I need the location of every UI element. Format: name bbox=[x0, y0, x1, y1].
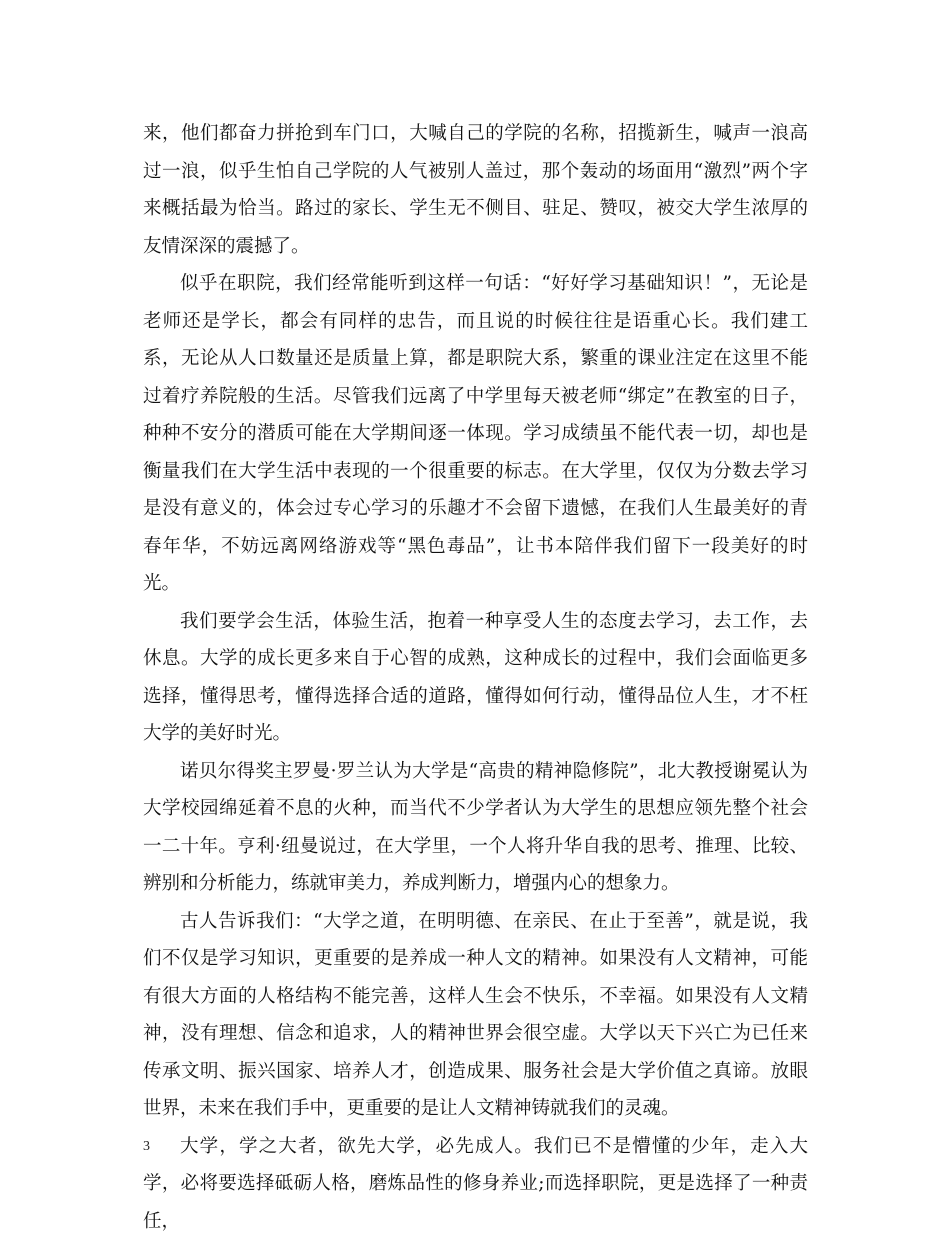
paragraph-1: 来，他们都奋力拼抢到车门口，大喊自己的学院的名称，招揽新生，喊声一浪高过一浪，似乎生怕自己学院的人气被别人盖过，那个轰动的场面用“激烈”两个字来概括最为恰当。路过的家长、学生无不侧目、驻足、赞叹，被交大学生浓厚的友情深深的震撼了。 bbox=[143, 115, 808, 265]
body-text bbox=[143, 115, 808, 1240]
paragraph-3: 我们要学会生活，体验生活，抱着一种享受人生的态度去学习，去工作，去休息。大学的成长更多来自于心智的成熟，这种成长的过程中，我们会面临更多选择，懂得思考，懂得选择合适的道路，懂得如何行动，懂得品位人生，才不枉大学的美好时光。 bbox=[143, 603, 808, 753]
paragraph-4: 诺贝尔得奖主罗曼·罗兰认为大学是“高贵的精神隐修院”，北大教授谢冕认为大学校园绵延着不息的火种，而当代不少学者认为大学生的思想应领先整个社会一二十年。亨利·纽曼说过，在大学里，一个人将升华自我的思考、推理、比较、辨别和分析能力，练就审美力，养成判断力，增强内心的想象力。 bbox=[143, 753, 808, 903]
page-number: 3 bbox=[143, 1139, 150, 1155]
paragraph-6: 大学，学之大者，欲先大学，必先成人。我们已不是懵懂的少年，走入大学，必将要选择砥砺人格，磨炼品性的修身养业;而选择职院，更是选择了一种责任， bbox=[143, 1128, 808, 1240]
paragraph-5: 古人告诉我们：“大学之道，在明明德、在亲民、在止于至善”，就是说，我们不仅是学习知识，更重要的是养成一种人文的精神。如果没有人文精神，可能有很大方面的人格结构不能完善，这样人生会不快乐，不幸福。如果没有人文精神，没有理想、信念和追求，人的精神世界会很空虚。大学以天下兴亡为已任来传承文明、振兴国家、培养人才，创造成果、服务社会是大学价值之真谛。放眼世界，未来在我们手中，更重要的是让人文精神铸就我们的灵魂。 bbox=[143, 903, 808, 1128]
paragraph-2: 似乎在职院，我们经常能听到这样一句话：“好好学习基础知识！”，无论是老师还是学长，都会有同样的忠告，而且说的时候往往是语重心长。我们建工系，无论从人口数量还是质量上算，都是职院大系，繁重的课业注定在这里不能过着疗养院般的生活。尽管我们远离了中学里每天被老师“绑定”在教室的日子，种种不安分的潜质可能在大学期间逐一体现。学习成绩虽不能代表一切，却也是衡量我们在大学生活中表现的一个很重要的标志。在大学里，仅仅为分数去学习是没有意义的，体会过专心学习的乐趣才不会留下遗憾，在我们人生最美好的青春年华，不妨远离网络游戏等“黑色毒品”，让书本陪伴我们留下一段美好的时光。 bbox=[143, 265, 808, 603]
